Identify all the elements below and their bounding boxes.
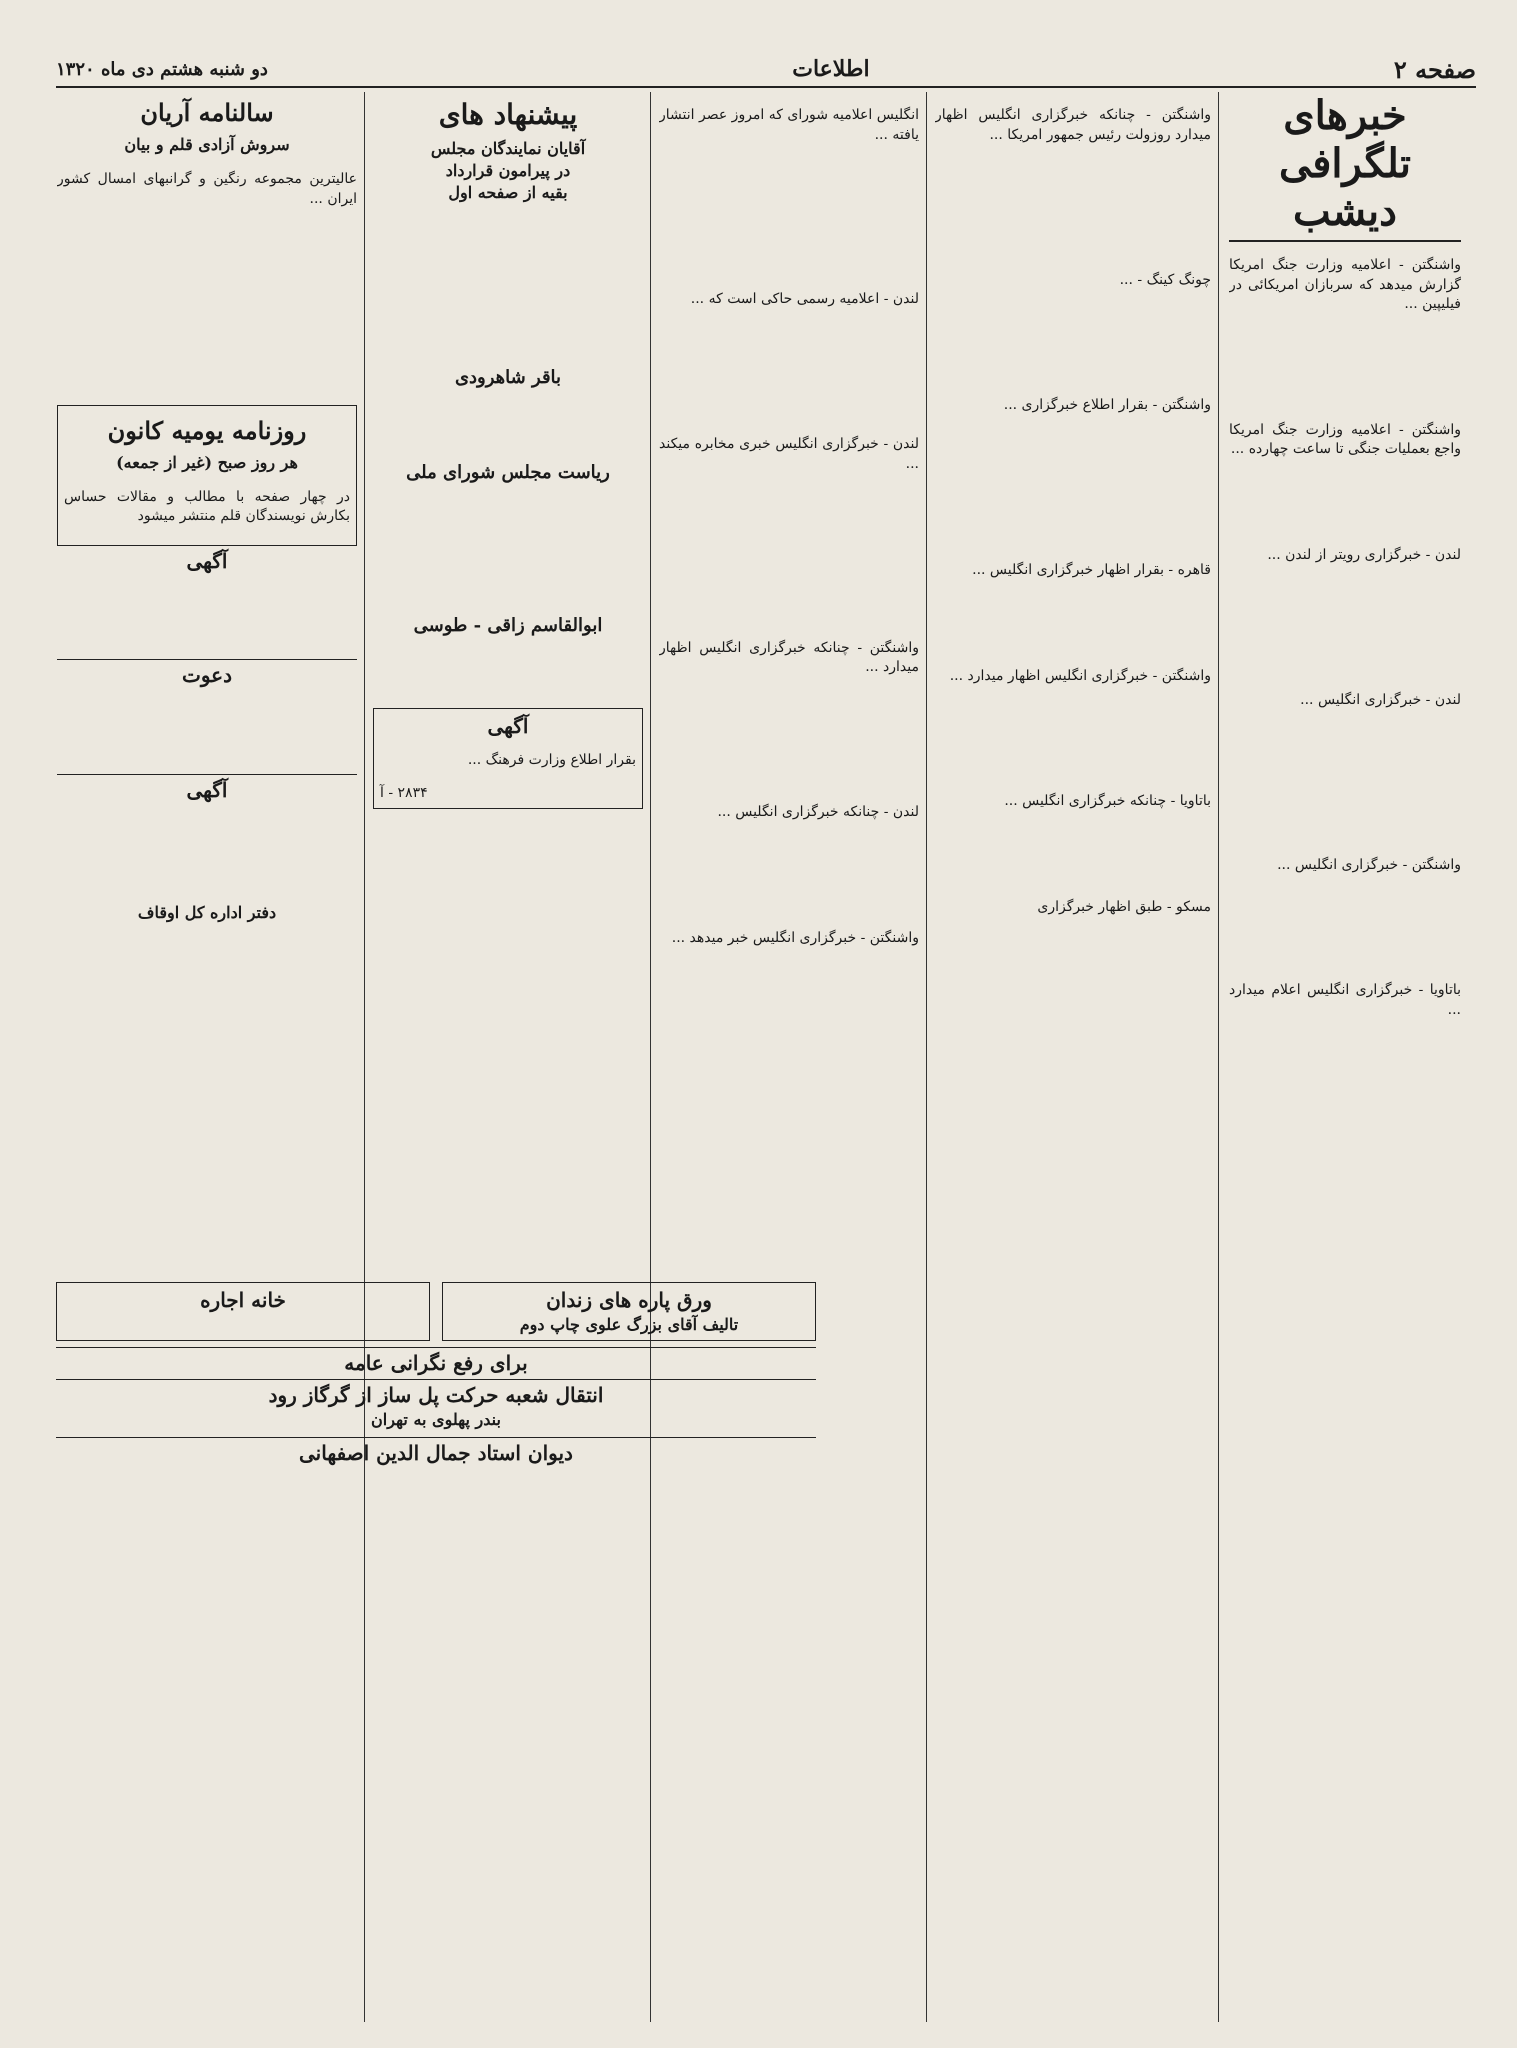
body-text — [373, 644, 643, 703]
body-text — [935, 594, 1211, 653]
dispatch: لندن - اعلامیه رسمی حاکی است که ... — [690, 291, 919, 307]
dispatch: واشنگتن - خبرگزاری انگلیس خبر میدهد ... — [671, 929, 919, 946]
body-text — [373, 491, 643, 608]
book-notice — [442, 1282, 816, 1341]
article-title: پیشنهاد های — [438, 98, 578, 131]
advert-title: آگهی — [487, 714, 529, 738]
body-text — [935, 700, 1211, 778]
section-head: ریاست مجلس شورای ملی — [406, 461, 610, 483]
dispatch: باتاویا - چنانکه خبرگزاری انگلیس ... — [1004, 793, 1211, 809]
dispatch: واشنگتن - خبرگزاری انگلیس اظهار میدارد ... — [949, 667, 1211, 684]
column-rule — [650, 92, 651, 2022]
body-text — [1229, 474, 1461, 533]
dispatch: لندن - خبرگزاری انگلیس ... — [1300, 692, 1461, 708]
box-body: در چهار صفحه با مطالب و مقالات حساس بکارش نویسندگان قلم منتشر میشود — [64, 488, 350, 524]
section-head: ابوالقاسم زاقی - طوسی — [413, 614, 603, 636]
box-subtitle: هر روز صبح (غیر از جمعه) — [116, 452, 298, 472]
divider — [57, 774, 357, 775]
body-text — [659, 488, 919, 625]
notice-title: ورق پاره های زندان — [546, 1288, 712, 1312]
page-number: صفحه ۲ — [1393, 54, 1476, 84]
advert-box — [373, 708, 643, 809]
advert-footer: دفتر اداره کل اوقاف — [137, 902, 277, 922]
box-title: روزنامه یومیه کانون — [107, 415, 307, 445]
yearbook-title: سالنامه آریان — [140, 98, 274, 127]
body-text — [659, 159, 919, 276]
body-text — [1229, 329, 1461, 407]
body-text — [57, 223, 357, 399]
dispatch: باتاویا - خبرگزاری انگلیس اعلام میدارد ... — [1229, 982, 1461, 1018]
dispatch: واشنگتن - چنانکه خبرگزاری انگلیس اظهار میدارد روزولت رئیس جمهور امریکا ... — [935, 107, 1211, 143]
section-head: باقر شاهرودی — [454, 367, 562, 388]
dispatch: واشنگتن - خبرگزاری انگلیس ... — [1277, 856, 1461, 873]
dispatch: قاهره - بقرار اظهار خبرگزاری انگلیس ... — [972, 561, 1211, 578]
dispatch: واشنگتن - چنانکه خبرگزاری انگلیس اظهار میدارد ... — [659, 639, 919, 675]
notice-subtitle: تالیف آقای بزرگ علوی چاپ دوم — [519, 1315, 739, 1334]
issue-date: دو شنبه هشتم دی ماه ۱۳۲۰ — [56, 58, 268, 80]
advert-body: بقرار اطلاع وزارت فرهنگ ... — [467, 751, 636, 768]
body-text — [659, 837, 919, 915]
advert-title: آگهی — [186, 777, 228, 802]
column-dispatches-3 — [659, 92, 919, 2022]
body-text — [935, 826, 1211, 885]
notice-title: خانه اجاره — [200, 1288, 286, 1312]
divider — [57, 659, 357, 660]
column-dispatches-2 — [935, 92, 1211, 2022]
body-text — [935, 159, 1211, 257]
article-subtitle: بقیه از صفحه اول — [448, 183, 568, 202]
dispatch: لندن - خبرگزاری انگلیس خبری مخابره میکند ... — [659, 436, 919, 472]
body-text — [659, 324, 919, 422]
notice-title: انتقال شعبه حرکت پل ساز از گرگاز رود — [268, 1383, 604, 1407]
body-text — [373, 204, 643, 360]
body-text — [1229, 725, 1461, 842]
body-text — [659, 692, 919, 790]
column-telegraph-news — [1229, 92, 1461, 2022]
dispatch: انگلیس اعلامیه شورای که امروز عصر انتشار یافته ... — [659, 107, 919, 143]
main-headline: خبرهای تلگرافی دیشب — [1229, 92, 1461, 242]
body-text — [57, 804, 357, 902]
bottom-notices — [56, 1282, 816, 1467]
paper-name: اطلاعات — [792, 56, 870, 82]
body-text — [373, 396, 643, 455]
body-text — [57, 690, 357, 768]
advert-title: آگهی — [186, 548, 228, 573]
column-proposals — [373, 92, 643, 1272]
dispatch: واشنگتن - بقرار اطلاع خبرگزاری ... — [1003, 397, 1211, 413]
column-yearbook-ads — [57, 92, 357, 2022]
newspaper-ad-box — [57, 405, 357, 546]
body-text — [57, 575, 357, 653]
yearbook-subtitle: سروش آزادی قلم و بیان — [124, 135, 290, 154]
dispatch: لندن - خبرگزاری رویتر از لندن ... — [1267, 547, 1461, 563]
dispatch: واشنگتن - اعلامیه وزارت جنگ امریکا گزارش میدهد که سربازان امریکائی در فیلیپین ... — [1229, 257, 1461, 312]
body-text — [935, 430, 1211, 547]
notice-title: برای رفع نگرانی عامه — [344, 1351, 528, 1375]
column-rule — [1218, 92, 1219, 2022]
dispatch: واشنگتن - اعلامیه وزارت جنگ امریکا واجع بعملیات جنگی تا ساعت چهارده ... — [1229, 421, 1461, 457]
dispatch: مسکو - طبق اظهار خبرگزاری — [1037, 899, 1211, 915]
page-header — [56, 52, 1476, 88]
body-text — [1229, 580, 1461, 678]
yearbook-body: عالیترین مجموعه رنگین و گرانبهای امسال کشور ایران ... — [57, 171, 357, 207]
dispatch: لندن - چنانکه خبرگزاری انگلیس ... — [717, 804, 919, 820]
advert-title: دعوت — [182, 663, 232, 687]
column-rule — [926, 92, 927, 2022]
notice-title: دیوان استاد جمال الدین اصفهانی — [299, 1441, 573, 1465]
article-subtitle: آقایان نمایندگان مجلس — [430, 139, 586, 158]
dispatch: چونگ کینگ - ... — [1119, 271, 1211, 288]
body-text — [1229, 889, 1461, 967]
divider — [56, 1347, 816, 1348]
column-rule — [364, 92, 365, 2022]
notice-subtitle: بندر پهلوی به تهران — [371, 1410, 501, 1429]
divider — [56, 1379, 816, 1380]
body-text — [935, 304, 1211, 382]
rent-notice — [56, 1282, 430, 1341]
advert-ref: ۲۸۳۴ - آ — [380, 785, 428, 801]
divider — [56, 1437, 816, 1438]
article-subtitle: در پیرامون قرارداد — [445, 161, 571, 180]
